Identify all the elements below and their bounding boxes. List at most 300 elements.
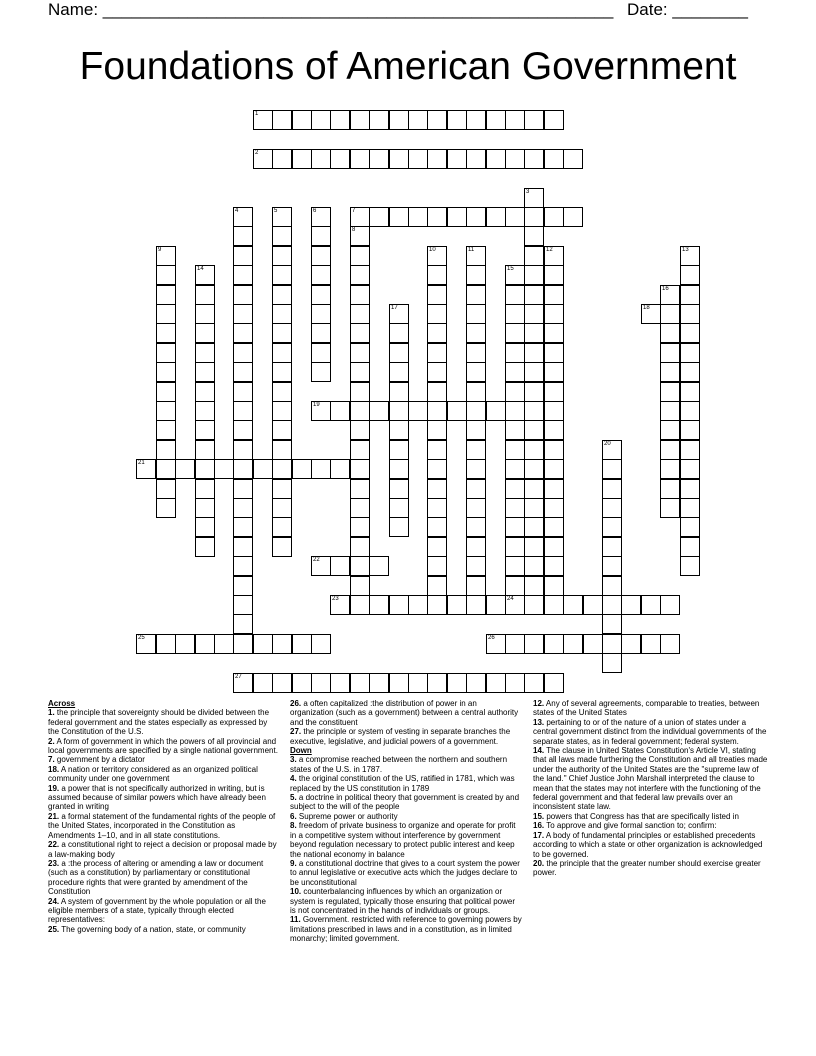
grid-cell[interactable] (486, 401, 506, 421)
grid-cell[interactable] (505, 401, 525, 421)
grid-cell[interactable] (389, 207, 409, 227)
grid-cell[interactable] (253, 673, 273, 693)
grid-cell[interactable] (311, 343, 331, 363)
grid-cell[interactable] (544, 517, 564, 537)
grid-cell[interactable] (350, 556, 370, 576)
grid-cell[interactable] (233, 673, 253, 693)
grid-cell[interactable] (195, 382, 215, 402)
grid-cell[interactable] (272, 110, 292, 130)
grid-cell[interactable] (272, 459, 292, 479)
grid-cell[interactable] (544, 285, 564, 305)
grid-cell[interactable] (524, 537, 544, 557)
grid-cell[interactable] (311, 323, 331, 343)
grid-cell[interactable] (156, 382, 176, 402)
grid-cell[interactable] (214, 634, 234, 654)
grid-cell[interactable] (272, 420, 292, 440)
grid-cell[interactable] (660, 595, 680, 615)
grid-cell[interactable] (195, 634, 215, 654)
grid-cell[interactable] (389, 362, 409, 382)
grid-cell[interactable] (350, 576, 370, 596)
grid-cell[interactable] (505, 517, 525, 537)
grid-cell[interactable] (505, 343, 525, 363)
grid-cell[interactable] (544, 382, 564, 402)
grid-cell[interactable] (544, 343, 564, 363)
grid-cell[interactable] (233, 226, 253, 246)
grid-cell[interactable] (486, 110, 506, 130)
grid-cell[interactable] (505, 440, 525, 460)
grid-cell[interactable] (253, 149, 273, 169)
grid-cell[interactable] (389, 479, 409, 499)
grid-cell[interactable] (389, 323, 409, 343)
grid-cell[interactable] (350, 459, 370, 479)
grid-cell[interactable] (524, 517, 544, 537)
grid-cell[interactable] (195, 285, 215, 305)
grid-cell[interactable] (680, 285, 700, 305)
grid-cell[interactable] (524, 207, 544, 227)
grid-cell[interactable] (369, 149, 389, 169)
grid-cell[interactable] (156, 401, 176, 421)
grid-cell[interactable] (311, 401, 331, 421)
grid-cell[interactable] (602, 459, 622, 479)
grid-cell[interactable] (660, 459, 680, 479)
grid-cell[interactable] (272, 479, 292, 499)
grid-cell[interactable] (350, 323, 370, 343)
grid-cell[interactable] (524, 362, 544, 382)
grid-cell[interactable] (544, 498, 564, 518)
grid-cell[interactable] (486, 634, 506, 654)
grid-cell[interactable] (350, 401, 370, 421)
grid-cell[interactable] (292, 149, 312, 169)
grid-cell[interactable] (680, 362, 700, 382)
grid-cell[interactable] (330, 459, 350, 479)
grid-cell[interactable] (563, 149, 583, 169)
grid-cell[interactable] (253, 459, 273, 479)
grid-cell[interactable] (524, 459, 544, 479)
grid-cell[interactable] (544, 362, 564, 382)
grid-cell[interactable] (350, 517, 370, 537)
grid-cell[interactable] (602, 576, 622, 596)
grid-cell[interactable] (680, 265, 700, 285)
grid-cell[interactable] (195, 323, 215, 343)
grid-cell[interactable] (311, 459, 331, 479)
grid-cell[interactable] (524, 634, 544, 654)
grid-cell[interactable] (350, 265, 370, 285)
grid-cell[interactable] (389, 304, 409, 324)
grid-cell[interactable] (330, 673, 350, 693)
grid-cell[interactable] (602, 517, 622, 537)
grid-cell[interactable] (156, 362, 176, 382)
grid-cell[interactable] (253, 110, 273, 130)
grid-cell[interactable] (544, 537, 564, 557)
grid-cell[interactable] (233, 537, 253, 557)
grid-cell[interactable] (156, 440, 176, 460)
grid-cell[interactable] (641, 634, 661, 654)
grid-cell[interactable] (524, 226, 544, 246)
grid-cell[interactable] (524, 304, 544, 324)
grid-cell[interactable] (466, 362, 486, 382)
grid-cell[interactable] (427, 420, 447, 440)
grid-cell[interactable] (680, 459, 700, 479)
grid-cell[interactable] (156, 634, 176, 654)
grid-cell[interactable] (156, 265, 176, 285)
grid-cell[interactable] (350, 207, 370, 227)
grid-cell[interactable] (602, 653, 622, 673)
grid-cell[interactable] (350, 226, 370, 246)
grid-cell[interactable] (466, 479, 486, 499)
grid-cell[interactable] (233, 459, 253, 479)
grid-cell[interactable] (660, 285, 680, 305)
grid-cell[interactable] (350, 343, 370, 363)
grid-cell[interactable] (505, 595, 525, 615)
grid-cell[interactable] (621, 634, 641, 654)
grid-cell[interactable] (505, 323, 525, 343)
grid-cell[interactable] (466, 343, 486, 363)
grid-cell[interactable] (544, 401, 564, 421)
grid-cell[interactable] (272, 226, 292, 246)
grid-cell[interactable] (505, 498, 525, 518)
grid-cell[interactable] (369, 595, 389, 615)
grid-cell[interactable] (505, 576, 525, 596)
grid-cell[interactable] (389, 440, 409, 460)
grid-cell[interactable] (524, 343, 544, 363)
grid-cell[interactable] (660, 304, 680, 324)
grid-cell[interactable] (311, 556, 331, 576)
grid-cell[interactable] (272, 207, 292, 227)
grid-cell[interactable] (156, 459, 176, 479)
grid-cell[interactable] (389, 343, 409, 363)
grid-cell[interactable] (466, 323, 486, 343)
grid-cell[interactable] (330, 110, 350, 130)
grid-cell[interactable] (602, 479, 622, 499)
grid-cell[interactable] (311, 149, 331, 169)
grid-cell[interactable] (563, 595, 583, 615)
grid-cell[interactable] (427, 556, 447, 576)
grid-cell[interactable] (602, 556, 622, 576)
grid-cell[interactable] (195, 420, 215, 440)
grid-cell[interactable] (311, 265, 331, 285)
grid-cell[interactable] (311, 246, 331, 266)
grid-cell[interactable] (660, 401, 680, 421)
grid-cell[interactable] (350, 382, 370, 402)
grid-cell[interactable] (680, 246, 700, 266)
grid-cell[interactable] (350, 149, 370, 169)
grid-cell[interactable] (389, 595, 409, 615)
grid-cell[interactable] (427, 673, 447, 693)
grid-cell[interactable] (660, 440, 680, 460)
grid-cell[interactable] (505, 362, 525, 382)
grid-cell[interactable] (389, 420, 409, 440)
grid-cell[interactable] (427, 265, 447, 285)
grid-cell[interactable] (641, 304, 661, 324)
grid-cell[interactable] (233, 285, 253, 305)
grid-cell[interactable] (156, 498, 176, 518)
grid-cell[interactable] (195, 362, 215, 382)
grid-cell[interactable] (680, 556, 700, 576)
grid-cell[interactable] (524, 401, 544, 421)
grid-cell[interactable] (660, 498, 680, 518)
grid-cell[interactable] (195, 401, 215, 421)
grid-cell[interactable] (195, 479, 215, 499)
grid-cell[interactable] (369, 556, 389, 576)
grid-cell[interactable] (602, 614, 622, 634)
grid-cell[interactable] (156, 323, 176, 343)
grid-cell[interactable] (233, 420, 253, 440)
grid-cell[interactable] (466, 265, 486, 285)
grid-cell[interactable] (466, 556, 486, 576)
grid-cell[interactable] (660, 479, 680, 499)
grid-cell[interactable] (330, 401, 350, 421)
grid-cell[interactable] (544, 246, 564, 266)
grid-cell[interactable] (505, 556, 525, 576)
grid-cell[interactable] (408, 207, 428, 227)
grid-cell[interactable] (233, 614, 253, 634)
grid-cell[interactable] (660, 420, 680, 440)
grid-cell[interactable] (427, 517, 447, 537)
grid-cell[interactable] (195, 537, 215, 557)
grid-cell[interactable] (330, 595, 350, 615)
grid-cell[interactable] (505, 285, 525, 305)
grid-cell[interactable] (408, 110, 428, 130)
grid-cell[interactable] (214, 459, 234, 479)
grid-cell[interactable] (272, 304, 292, 324)
grid-cell[interactable] (524, 382, 544, 402)
grid-cell[interactable] (602, 498, 622, 518)
grid-cell[interactable] (524, 149, 544, 169)
grid-cell[interactable] (427, 343, 447, 363)
grid-cell[interactable] (233, 382, 253, 402)
grid-cell[interactable] (505, 420, 525, 440)
grid-cell[interactable] (292, 673, 312, 693)
grid-cell[interactable] (156, 285, 176, 305)
grid-cell[interactable] (680, 440, 700, 460)
grid-cell[interactable] (389, 498, 409, 518)
grid-cell[interactable] (233, 576, 253, 596)
grid-cell[interactable] (233, 634, 253, 654)
grid-cell[interactable] (602, 595, 622, 615)
grid-cell[interactable] (505, 110, 525, 130)
grid-cell[interactable] (156, 304, 176, 324)
grid-cell[interactable] (350, 595, 370, 615)
grid-cell[interactable] (427, 323, 447, 343)
grid-cell[interactable] (544, 440, 564, 460)
grid-cell[interactable] (272, 149, 292, 169)
grid-cell[interactable] (350, 673, 370, 693)
grid-cell[interactable] (544, 304, 564, 324)
grid-cell[interactable] (544, 323, 564, 343)
grid-cell[interactable] (272, 285, 292, 305)
grid-cell[interactable] (389, 149, 409, 169)
grid-cell[interactable] (272, 246, 292, 266)
grid-cell[interactable] (544, 265, 564, 285)
grid-cell[interactable] (350, 420, 370, 440)
grid-cell[interactable] (466, 304, 486, 324)
grid-cell[interactable] (272, 537, 292, 557)
grid-cell[interactable] (505, 207, 525, 227)
grid-cell[interactable] (233, 246, 253, 266)
grid-cell[interactable] (486, 595, 506, 615)
grid-cell[interactable] (544, 149, 564, 169)
grid-cell[interactable] (195, 517, 215, 537)
grid-cell[interactable] (427, 304, 447, 324)
grid-cell[interactable] (350, 246, 370, 266)
grid-cell[interactable] (544, 673, 564, 693)
grid-cell[interactable] (311, 673, 331, 693)
grid-cell[interactable] (389, 110, 409, 130)
grid-cell[interactable] (680, 420, 700, 440)
grid-cell[interactable] (447, 207, 467, 227)
grid-cell[interactable] (505, 304, 525, 324)
grid-cell[interactable] (466, 517, 486, 537)
grid-cell[interactable] (466, 110, 486, 130)
grid-cell[interactable] (544, 576, 564, 596)
grid-cell[interactable] (350, 440, 370, 460)
grid-cell[interactable] (466, 246, 486, 266)
grid-cell[interactable] (408, 595, 428, 615)
grid-cell[interactable] (408, 401, 428, 421)
grid-cell[interactable] (311, 634, 331, 654)
grid-cell[interactable] (544, 420, 564, 440)
grid-cell[interactable] (369, 401, 389, 421)
grid-cell[interactable] (505, 634, 525, 654)
grid-cell[interactable] (350, 110, 370, 130)
grid-cell[interactable] (544, 110, 564, 130)
grid-cell[interactable] (680, 304, 700, 324)
grid-cell[interactable] (175, 634, 195, 654)
grid-cell[interactable] (621, 595, 641, 615)
grid-cell[interactable] (544, 556, 564, 576)
grid-cell[interactable] (195, 265, 215, 285)
grid-cell[interactable] (427, 479, 447, 499)
grid-cell[interactable] (524, 576, 544, 596)
grid-cell[interactable] (466, 285, 486, 305)
grid-cell[interactable] (486, 149, 506, 169)
grid-cell[interactable] (602, 440, 622, 460)
grid-cell[interactable] (466, 673, 486, 693)
grid-cell[interactable] (350, 304, 370, 324)
grid-cell[interactable] (233, 498, 253, 518)
grid-cell[interactable] (233, 401, 253, 421)
grid-cell[interactable] (680, 323, 700, 343)
grid-cell[interactable] (350, 362, 370, 382)
grid-cell[interactable] (680, 401, 700, 421)
grid-cell[interactable] (427, 401, 447, 421)
grid-cell[interactable] (544, 207, 564, 227)
grid-cell[interactable] (524, 265, 544, 285)
grid-cell[interactable] (311, 304, 331, 324)
grid-cell[interactable] (505, 673, 525, 693)
grid-cell[interactable] (660, 323, 680, 343)
grid-cell[interactable] (427, 595, 447, 615)
grid-cell[interactable] (292, 459, 312, 479)
grid-cell[interactable] (660, 634, 680, 654)
grid-cell[interactable] (466, 576, 486, 596)
grid-cell[interactable] (524, 595, 544, 615)
grid-cell[interactable] (544, 459, 564, 479)
grid-cell[interactable] (524, 479, 544, 499)
grid-cell[interactable] (253, 634, 273, 654)
grid-cell[interactable] (156, 343, 176, 363)
grid-cell[interactable] (466, 207, 486, 227)
grid-cell[interactable] (272, 265, 292, 285)
grid-cell[interactable] (505, 382, 525, 402)
grid-cell[interactable] (175, 459, 195, 479)
grid-cell[interactable] (233, 440, 253, 460)
grid-cell[interactable] (427, 498, 447, 518)
grid-cell[interactable] (369, 673, 389, 693)
grid-cell[interactable] (272, 517, 292, 537)
grid-cell[interactable] (524, 420, 544, 440)
grid-cell[interactable] (680, 498, 700, 518)
grid-cell[interactable] (524, 440, 544, 460)
grid-cell[interactable] (233, 362, 253, 382)
grid-cell[interactable] (292, 110, 312, 130)
grid-cell[interactable] (233, 343, 253, 363)
grid-cell[interactable] (389, 382, 409, 402)
grid-cell[interactable] (272, 498, 292, 518)
grid-cell[interactable] (195, 459, 215, 479)
grid-cell[interactable] (544, 634, 564, 654)
grid-cell[interactable] (195, 304, 215, 324)
grid-cell[interactable] (427, 207, 447, 227)
grid-cell[interactable] (583, 595, 603, 615)
grid-cell[interactable] (680, 382, 700, 402)
grid-cell[interactable] (602, 634, 622, 654)
grid-cell[interactable] (408, 149, 428, 169)
grid-cell[interactable] (311, 285, 331, 305)
grid-cell[interactable] (350, 479, 370, 499)
grid-cell[interactable] (389, 401, 409, 421)
grid-cell[interactable] (524, 323, 544, 343)
grid-cell[interactable] (563, 207, 583, 227)
grid-cell[interactable] (583, 634, 603, 654)
grid-cell[interactable] (466, 537, 486, 557)
grid-cell[interactable] (427, 459, 447, 479)
grid-cell[interactable] (466, 401, 486, 421)
grid-cell[interactable] (195, 498, 215, 518)
grid-cell[interactable] (233, 517, 253, 537)
grid-cell[interactable] (447, 595, 467, 615)
grid-cell[interactable] (272, 440, 292, 460)
grid-cell[interactable] (447, 673, 467, 693)
grid-cell[interactable] (427, 382, 447, 402)
grid-cell[interactable] (505, 265, 525, 285)
grid-cell[interactable] (563, 634, 583, 654)
grid-cell[interactable] (272, 382, 292, 402)
grid-cell[interactable] (272, 343, 292, 363)
grid-cell[interactable] (447, 149, 467, 169)
grid-cell[interactable] (136, 634, 156, 654)
grid-cell[interactable] (233, 323, 253, 343)
grid-cell[interactable] (233, 479, 253, 499)
grid-cell[interactable] (272, 401, 292, 421)
grid-cell[interactable] (233, 304, 253, 324)
grid-cell[interactable] (486, 673, 506, 693)
grid-cell[interactable] (233, 207, 253, 227)
grid-cell[interactable] (427, 110, 447, 130)
grid-cell[interactable] (524, 556, 544, 576)
grid-cell[interactable] (505, 459, 525, 479)
grid-cell[interactable] (680, 479, 700, 499)
grid-cell[interactable] (292, 634, 312, 654)
grid-cell[interactable] (680, 537, 700, 557)
grid-cell[interactable] (524, 110, 544, 130)
grid-cell[interactable] (272, 634, 292, 654)
grid-cell[interactable] (524, 673, 544, 693)
grid-cell[interactable] (389, 459, 409, 479)
grid-cell[interactable] (233, 556, 253, 576)
grid-cell[interactable] (330, 149, 350, 169)
grid-cell[interactable] (680, 343, 700, 363)
